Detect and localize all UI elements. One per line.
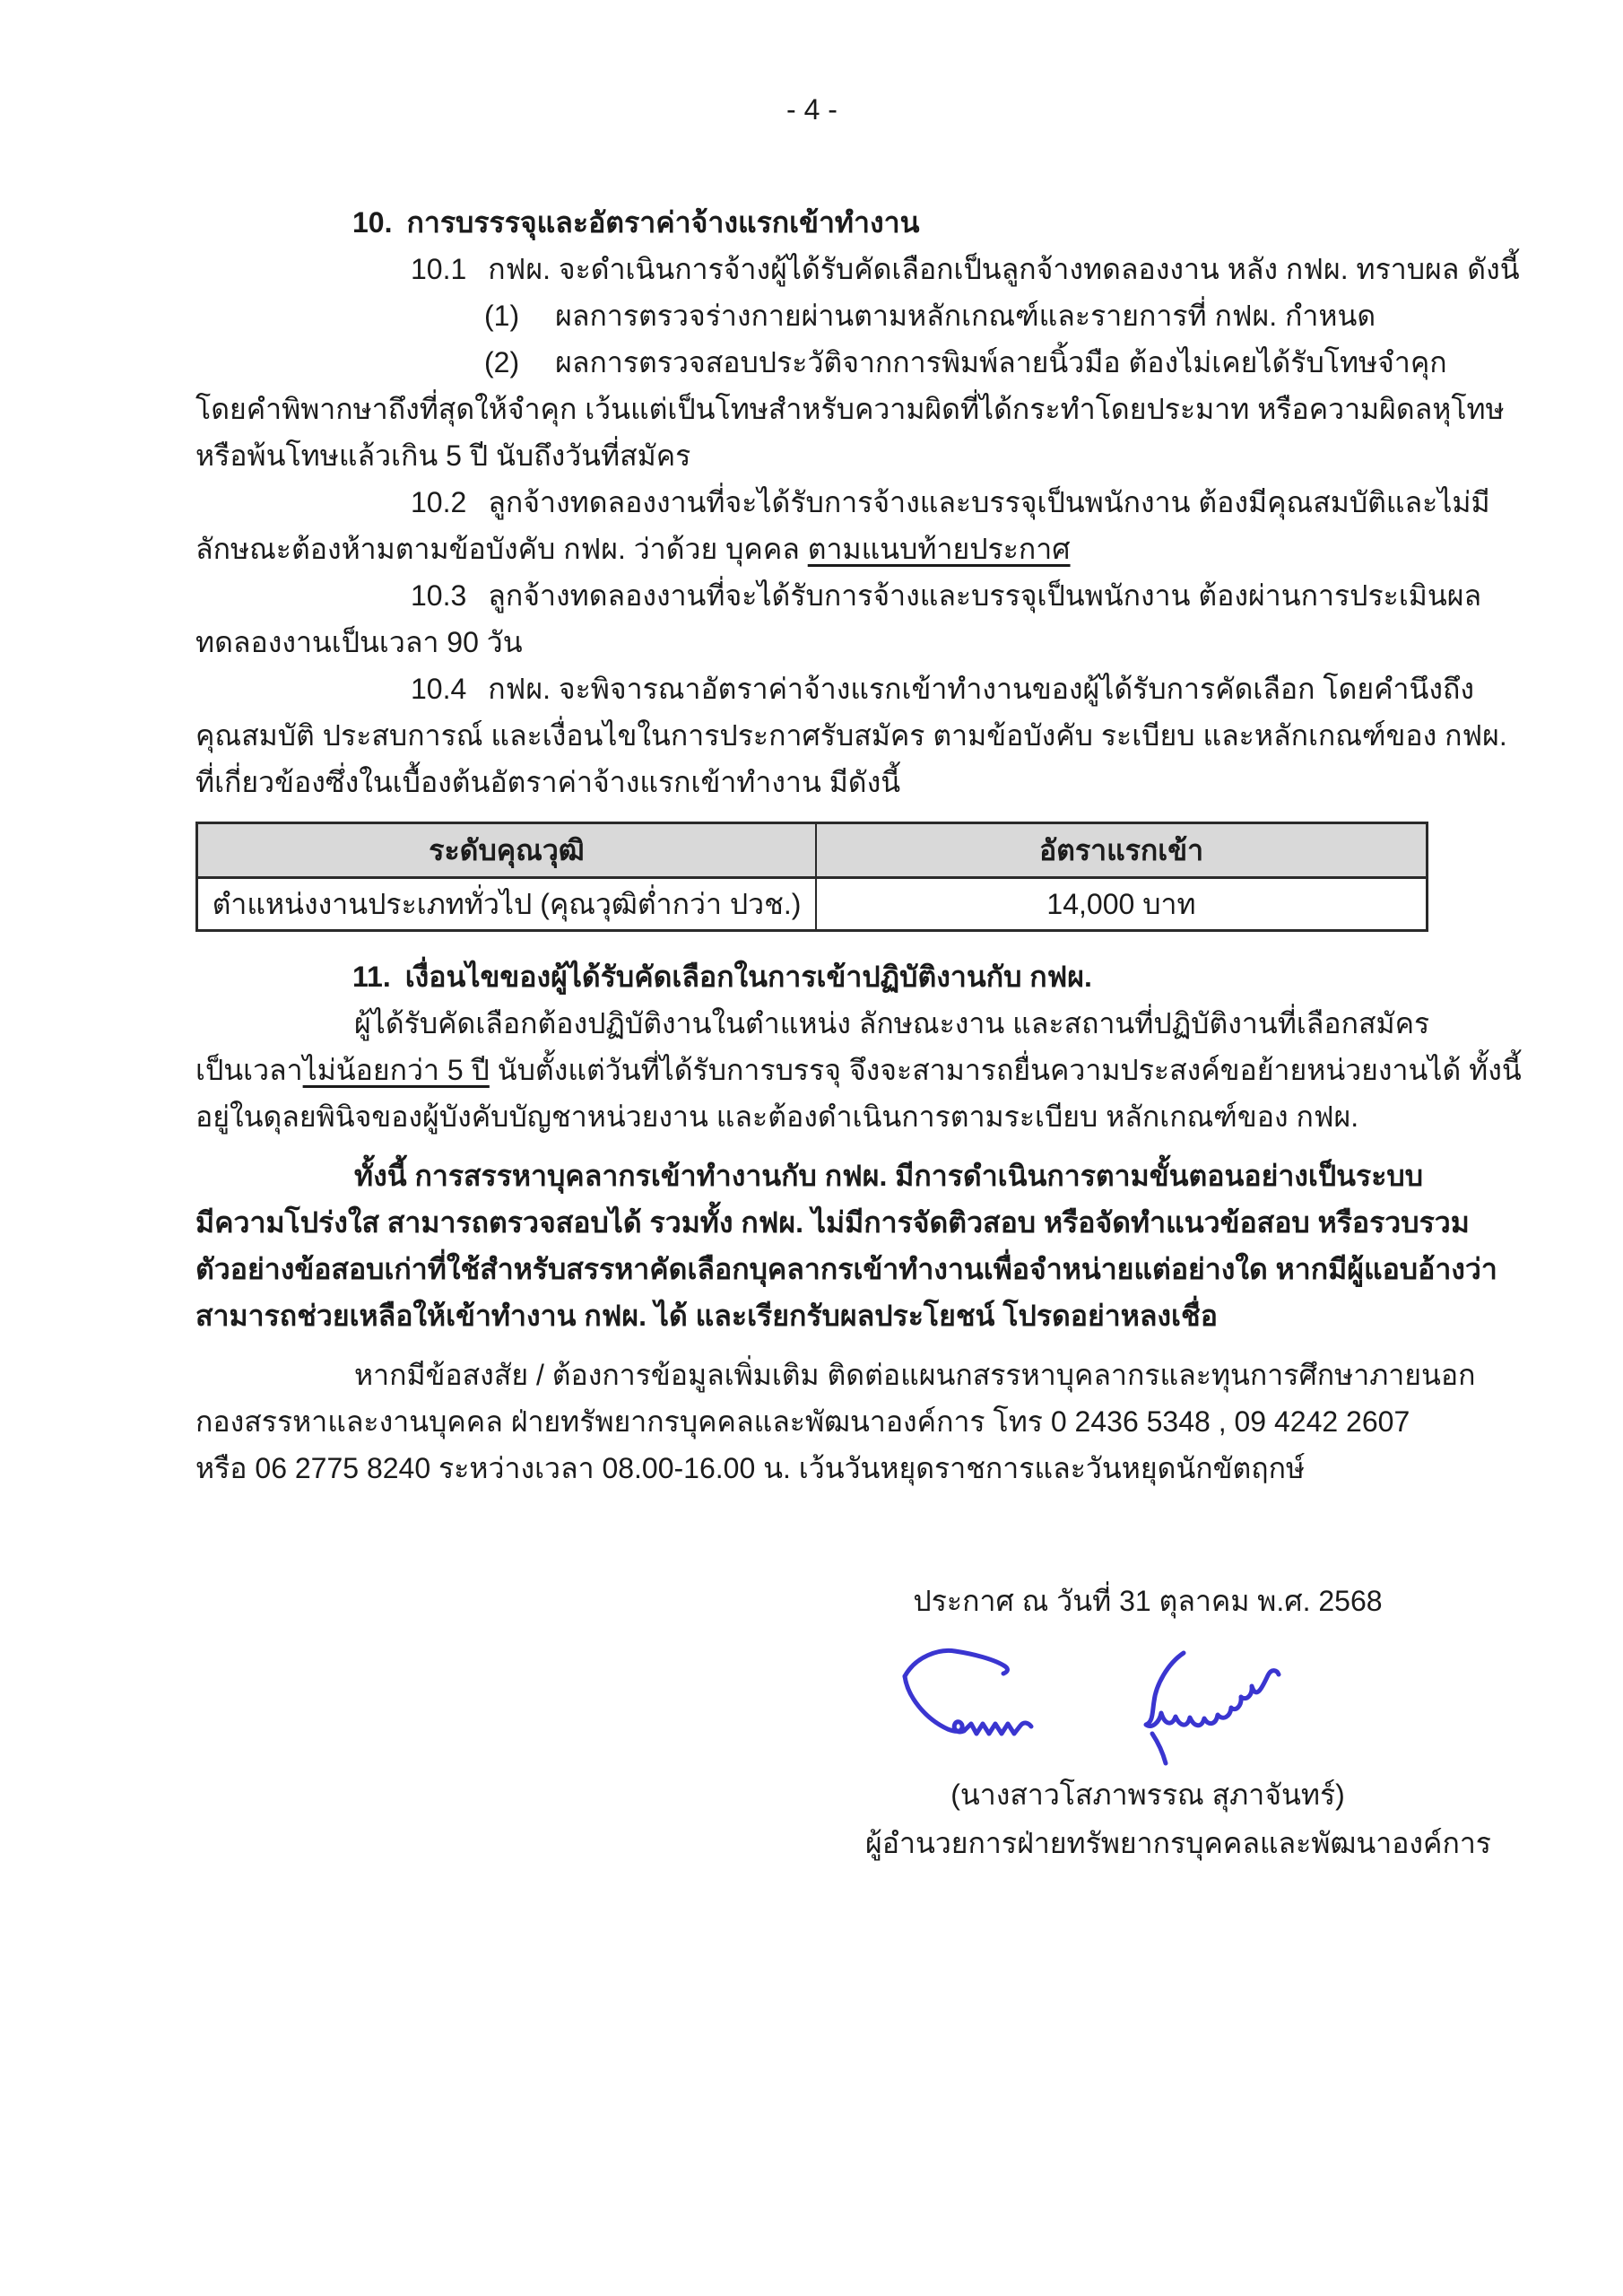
table-header-qualification: ระดับคุณวุฒิ xyxy=(197,823,817,878)
section-heading xyxy=(352,953,1428,1000)
item-number: 10.3 xyxy=(411,579,467,612)
signature-scribble-icon xyxy=(899,1646,1303,1771)
table-header-starting-rate: อัตราแรกเข้า xyxy=(816,823,1428,878)
text-span: มีความโปร่งใส สามารถตรวจสอบได้ รวมทั้ง กฟผ. ไม่มีการจัดติวสอบ หรือจัดทำแนวข้อสอบ หรือรวบรวม xyxy=(195,1206,1470,1239)
table-row xyxy=(197,878,1428,931)
table-cell-rate: 14,000 บาท xyxy=(816,878,1428,931)
text-span: ที่เกี่ยวข้องซึ่งในเบื้องต้นอัตราค่าจ้างแรกเข้าทำงาน มีดังนี้ xyxy=(195,766,901,798)
page-number: - 4 - xyxy=(786,93,838,126)
text-line xyxy=(411,572,1482,619)
text-line xyxy=(195,1246,1497,1292)
announcement-date-line: ประกาศ ณ วันที่ 31 ตุลาคม พ.ศ. 2568 xyxy=(913,1585,1383,1617)
text-span: หรือพ้นโทษแล้วเกิน 5 ปี นับถึงวันที่สมัคร xyxy=(195,439,691,472)
section-heading xyxy=(352,199,1428,246)
text-span: ผลการตรวจสอบประวัติจากการพิมพ์ลายนิ้วมือ ต้องไม่เคยได้รับโทษจำคุก xyxy=(555,346,1447,378)
text-line xyxy=(195,759,1428,805)
text-line xyxy=(195,1445,1428,1492)
text-line xyxy=(354,1152,1428,1199)
underlined-text: ไม่น้อยกว่า 5 ปี xyxy=(302,1054,490,1086)
text-line xyxy=(195,1292,1428,1339)
item-number: 10.1 xyxy=(411,253,467,285)
text-span: ตัวอย่างข้อสอบเก่าที่ใช้สำหรับสรรหาคัดเลือกบุคลากรเข้าทำงานเพื่อจำหน่ายแต่อย่างใด หากมีผู้แอบอ้างว่า xyxy=(195,1253,1497,1285)
text-span: ผลการตรวจร่างกายผ่านตามหลักเกณฑ์และรายการที่ กฟผ. กำหนด xyxy=(555,300,1376,332)
underlined-text: ตามแนบท้ายประกาศ xyxy=(807,533,1071,565)
text-line xyxy=(195,619,1428,665)
text-span: อยู่ในดุลยพินิจของผู้บังคับบัญชาหน่วยงาน และต้องดำเนินการตามระเบียบ หลักเกณฑ์ของ กฟผ. xyxy=(195,1100,1359,1133)
text-span: หรือ 06 2775 8240 ระหว่างเวลา 08.00-16.00 น. เว้นวันหยุดราชการและวันหยุดนักขัตฤกษ์ xyxy=(195,1452,1306,1484)
item-number: (2) xyxy=(484,346,520,378)
text-span: ลูกจ้างทดลองงานที่จะได้รับการจ้างและบรรจุเป็นพนักงาน ต้องผ่านการประเมินผล xyxy=(488,579,1482,612)
text-span: กฟผ. จะดำเนินการจ้างผู้ได้รับคัดเลือกเป็นลูกจ้างทดลองงาน หลัง กฟผ. ทราบผล ดังนี้ xyxy=(488,253,1520,285)
text-span: เงื่อนไขของผู้ได้รับคัดเลือกในการเข้าปฏิบัติงานกับ กฟผ. xyxy=(404,961,1092,993)
item-number: 10.4 xyxy=(411,673,467,705)
text-line xyxy=(411,665,1474,712)
salary-table xyxy=(195,822,1428,932)
text-line xyxy=(195,526,1428,572)
text-span: กองสรรหาและงานบุคคล ฝ่ายทรัพยากรบุคคลและพัฒนาองค์การ โทร 0 2436 5348 , 09 4242 2607 xyxy=(195,1405,1410,1438)
text-span: ลูกจ้างทดลองงานที่จะได้รับการจ้างและบรรจุเป็นพนักงาน ต้องมีคุณสมบัติและไม่มี xyxy=(488,486,1490,518)
text-line xyxy=(195,1398,1428,1445)
text-line xyxy=(195,432,1428,479)
table-header-row xyxy=(197,823,1428,878)
signature-block xyxy=(865,1578,1491,1866)
item-number: 10.2 xyxy=(411,486,467,518)
item-number: (1) xyxy=(484,300,520,332)
signer-title: ผู้อำนวยการฝ่ายทรัพยากรบุคคลและพัฒนาองค์การ xyxy=(865,1827,1491,1859)
text-line xyxy=(354,1000,1428,1047)
text-span: ทั้งนี้ การสรรหาบุคลากรเข้าทำงานกับ กฟผ. มีการดำเนินการตามขั้นตอนอย่างเป็นระบบ xyxy=(354,1160,1424,1192)
text-line xyxy=(195,1199,1470,1246)
text-line xyxy=(195,1047,1522,1093)
text-line xyxy=(411,479,1490,526)
text-span: ผู้ได้รับคัดเลือกต้องปฏิบัติงานในตำแหน่ง ลักษณะงาน และสถานที่ปฏิบัติงานที่เลือกสมัคร xyxy=(354,1007,1430,1039)
text-line xyxy=(195,712,1507,759)
text-line xyxy=(411,246,1520,292)
text-line xyxy=(354,1352,1476,1398)
table-cell-qualification: ตำแหน่งงานประเภททั่วไป (คุณวุฒิต่ำกว่า ปวช.) xyxy=(197,878,817,931)
text-span: การบรรรจุและอัตราค่าจ้างแรกเข้าทำงาน xyxy=(406,206,920,239)
text-span: สามารถช่วยเหลือให้เข้าทำงาน กฟผ. ได้ และเรียกรับผลประโยชน์ โปรดอย่าหลงเชื่อ xyxy=(195,1300,1218,1332)
text-span: เป็นเวลา xyxy=(195,1054,303,1086)
text-span: ลักษณะต้องห้ามตามข้อบังคับ กฟผ. ว่าด้วย บุคคล xyxy=(195,533,808,565)
text-line xyxy=(195,1093,1428,1140)
text-line xyxy=(484,292,1428,339)
item-number: 10. xyxy=(352,206,393,239)
signer-name: (นางสาวโสภาพรรณ สุภาจันทร์) xyxy=(950,1779,1345,1811)
text-span: หากมีข้อสงสัย / ต้องการข้อมูลเพิ่มเติม ติดต่อแผนกสรรหาบุคลากรและทุนการศึกษาภายนอก xyxy=(354,1359,1476,1391)
text-line xyxy=(484,339,1447,386)
text-span: กฟผ. จะพิจารณาอัตราค่าจ้างแรกเข้าทำงานของผู้ได้รับการคัดเลือก โดยคำนึงถึง xyxy=(488,673,1474,705)
section-10-lines xyxy=(195,199,1520,805)
section-11-lines xyxy=(195,953,1522,1492)
text-line xyxy=(195,386,1505,432)
text-span: ทดลองงานเป็นเวลา 90 วัน xyxy=(195,626,523,658)
text-span: โดยคำพิพากษาถึงที่สุดให้จำคุก เว้นแต่เป็นโทษสำหรับความผิดที่ได้กระทำโดยประมาท หรือความผิดลหุโทษ xyxy=(195,393,1505,425)
item-number: 11. xyxy=(352,961,391,993)
text-span: นับตั้งแต่วันที่ได้รับการบรรจุ จึงจะสามารถยื่นความประสงค์ขอย้ายหน่วยงานได้ ทั้งนี้ xyxy=(489,1054,1522,1086)
text-span: คุณสมบัติ ประสบการณ์ และเงื่อนไขในการประกาศรับสมัคร ตามข้อบังคับ ระเบียบ และหลักเกณฑ์ของ กฟผ. xyxy=(195,719,1507,752)
